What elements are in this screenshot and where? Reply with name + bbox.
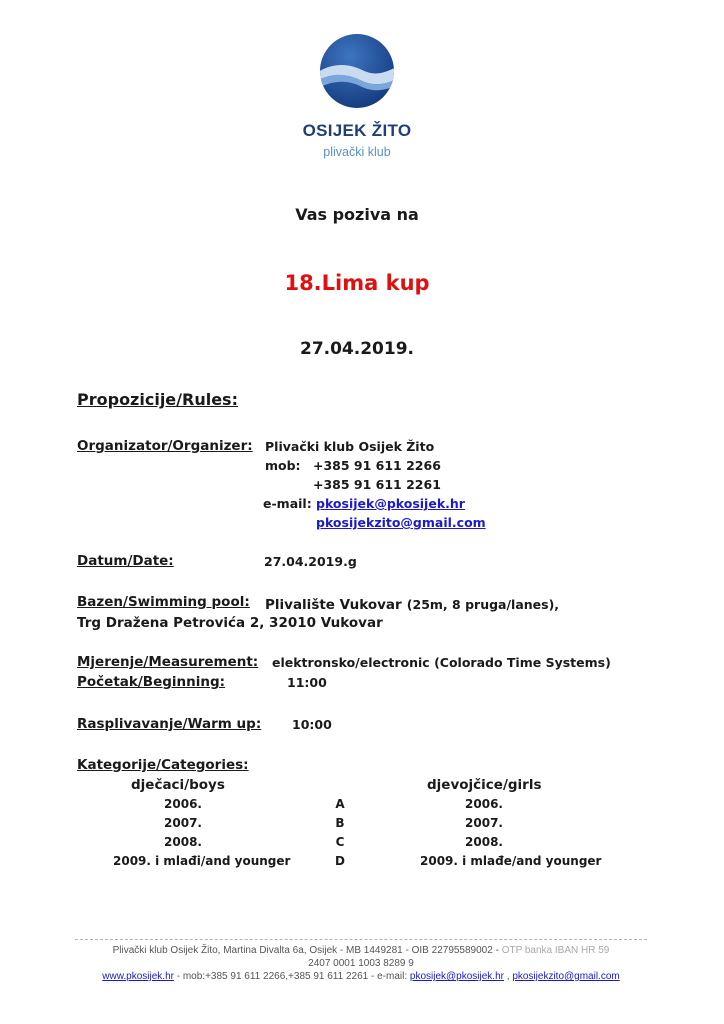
girls-header: djevojčice/girls <box>427 777 542 793</box>
footer-line-3 <box>75 971 647 982</box>
footer-mob-text: - mob:+385 91 611 2266,+385 91 611 2261 - e-mail: <box>173 971 410 982</box>
organizer-name: Plivački klub Osijek Žito <box>265 439 435 454</box>
footer-company-info: Plivački klub Osijek Žito, Martina Divalta 6a, Osijek - MB 1449281 - OIB 22795589002 - <box>112 945 499 956</box>
pool-label: Bazen/Swimming pool: <box>77 594 250 610</box>
footer-divider <box>75 939 647 940</box>
measurement-label: Mjerenje/Measurement: <box>77 654 259 670</box>
boys-header: dječaci/boys <box>131 777 225 793</box>
girls-cell: 2007. <box>465 816 503 830</box>
email-link-2[interactable]: pkosijekzito@gmail.com <box>316 515 486 530</box>
date-value: 27.04.2019.g <box>264 554 357 569</box>
pool-details: (25m, 8 pruga/lanes), <box>406 597 560 612</box>
warmup-label: Rasplivavanje/Warm up: <box>77 716 262 732</box>
start-value: 11:00 <box>287 675 327 690</box>
organizer-label: Organizator/Organizer: <box>77 438 253 454</box>
footer-email-link-2[interactable]: pkosijekzito@gmail.com <box>512 971 620 982</box>
footer-email-link-1[interactable]: pkosijek@pkosijek.hr <box>409 971 504 982</box>
event-title: 18.Lima kup <box>284 271 430 295</box>
boys-cell: 2008. <box>164 835 202 849</box>
footer-line-1 <box>75 945 647 956</box>
phone-1: +385 91 611 2266 <box>313 458 441 473</box>
girls-cell: 2009. i mlađe/and younger <box>420 854 602 868</box>
start-label: Početak/Beginning: <box>77 674 226 690</box>
mob-label: mob: <box>265 458 301 473</box>
category-code: B <box>335 816 345 830</box>
footer-bank-info: OTP banka IBAN HR 59 <box>501 945 610 956</box>
phone-2: +385 91 611 2261 <box>313 477 441 492</box>
warmup-value: 10:00 <box>292 717 332 732</box>
footer-iban: 2407 0001 1003 8289 9 <box>308 958 414 969</box>
email-link-1[interactable]: pkosijek@pkosijek.hr <box>316 496 465 511</box>
invitation-intro: Vas poziva na <box>295 205 419 224</box>
boys-cell: 2007. <box>164 816 202 830</box>
boys-cell: 2009. i mlađi/and younger <box>113 854 291 868</box>
event-date: 27.04.2019. <box>299 339 414 359</box>
girls-cell: 2006. <box>465 797 503 811</box>
boys-cell: 2006. <box>164 797 202 811</box>
brand-name: OSIJEK ŽITO <box>302 121 412 140</box>
brand-subtitle: plivački klub <box>323 145 391 159</box>
categories-label: Kategorije/Categories: <box>77 757 249 773</box>
club-logo-icon <box>320 34 394 108</box>
category-code: C <box>335 835 345 849</box>
footer-website-link[interactable]: www.pkosijek.hr <box>102 971 174 982</box>
rules-heading: Propozicije/Rules: <box>77 390 238 409</box>
pool-name: Plivalište Vukovar <box>265 597 402 613</box>
category-code: A <box>335 797 345 811</box>
email-label: e-mail: <box>263 496 312 511</box>
footer-separator: , <box>503 971 513 982</box>
girls-cell: 2008. <box>465 835 503 849</box>
pool-address: Trg Dražena Petrovića 2, 32010 Vukovar <box>77 615 383 631</box>
date-label: Datum/Date: <box>77 553 174 569</box>
category-code: D <box>335 854 345 868</box>
measurement-value: elektronsko/electronic (Colorado Time Systems) <box>272 655 611 670</box>
